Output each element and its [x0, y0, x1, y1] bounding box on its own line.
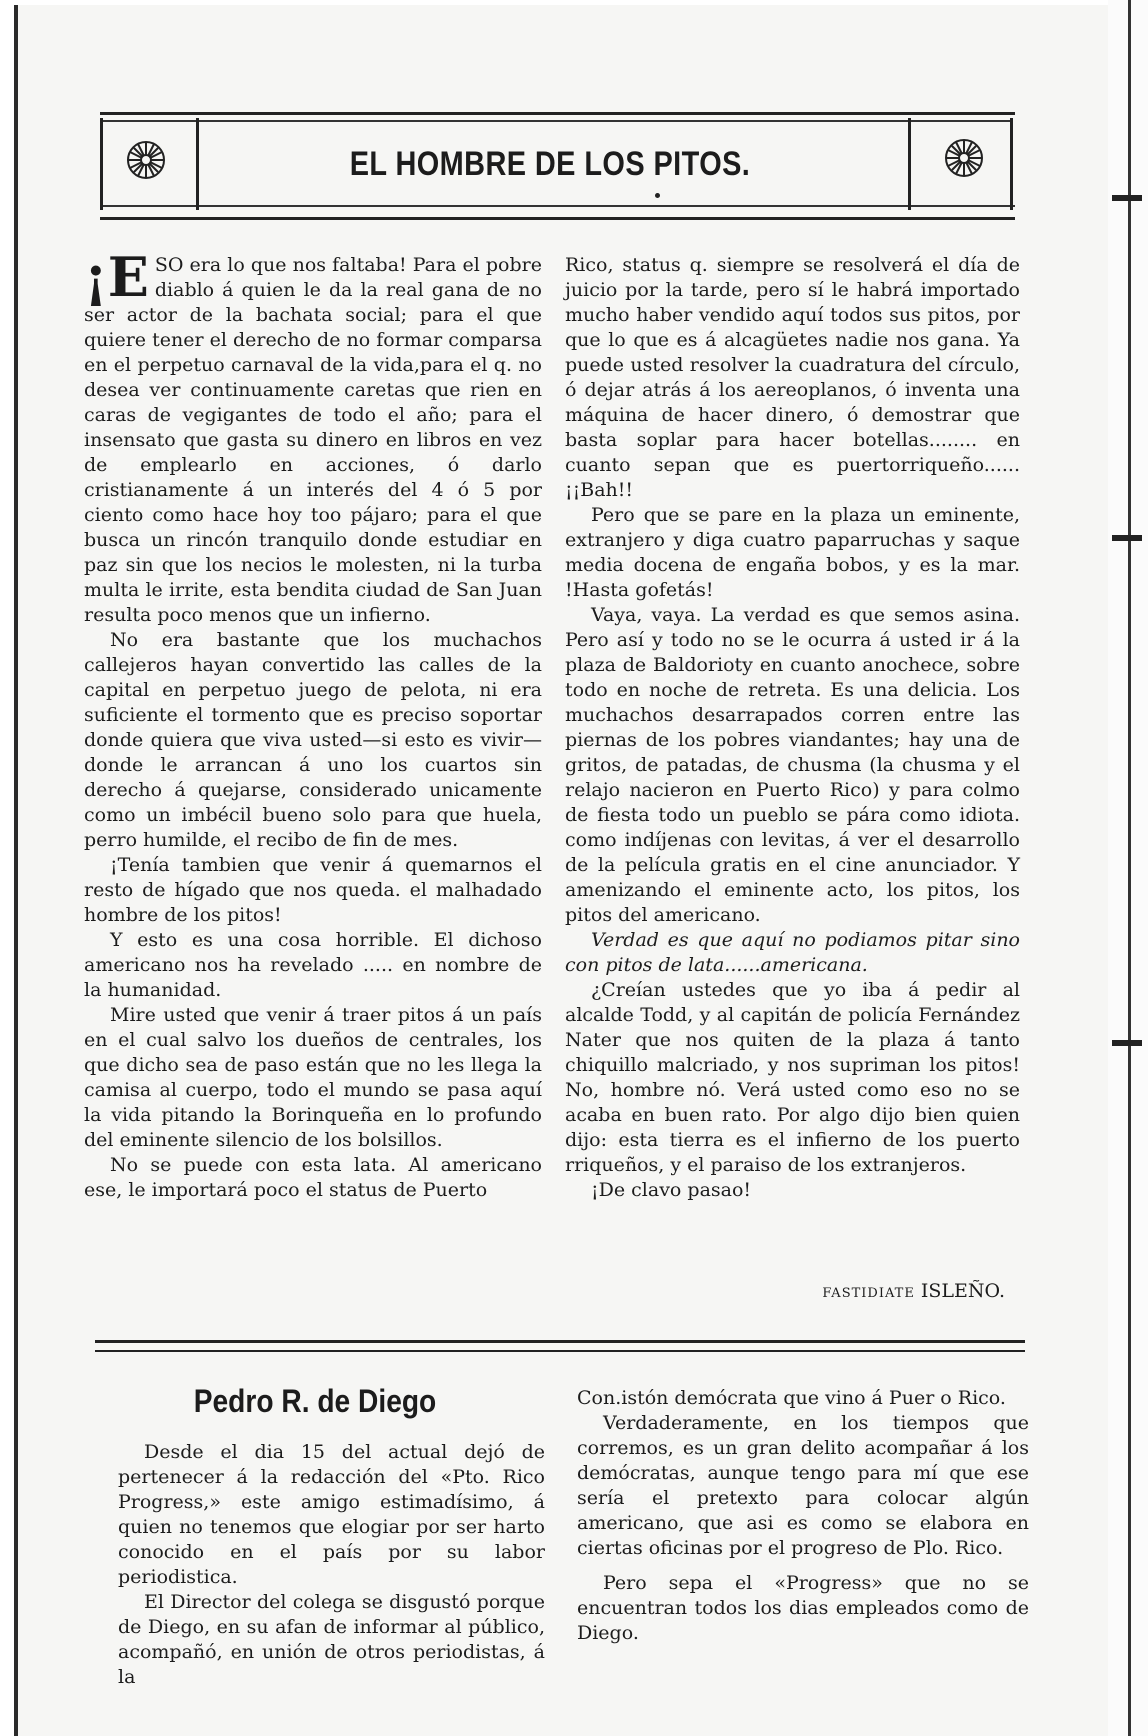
paragraph: No se puede con esta lata. Al americano ese, le importará poco el status de Puerto: [84, 1154, 542, 1201]
paragraph: ¡De clavo pasao!: [591, 1179, 752, 1201]
header-rule: [100, 120, 1010, 122]
paragraph: Desde el dia 15 del actual dejó de pertenecer á la redacción del «Pto. Rico Progress,» este amigo estimadísimo, á quien no tenemos que elogiar por ser harto conocido en el país por su labor periodistica.: [118, 1441, 545, 1588]
paragraph: Pero sepa el «Progress» que no se encuentran todos los dias empleados como de Diego.: [577, 1572, 1029, 1644]
header-divider: [100, 118, 103, 210]
paragraph: SO era lo que nos faltaba! Para el pobre diablo á quien le da la real gana de no ser actor de la bachata social; para el que quiere tener el derecho de no formar comparsa en el perpetuo carnaval de la vida,para el q. no desea ver continuamente caretas que rien en caras de vegigantes de todo el año; para el insensato que gasta su dinero en libros en vez de emplearlo en acciones, ó darlo cristianamente á un interés del 4 ó 5 por ciento como hace hoy too pájaro; para el que busca un rincón tranquilo donde estudiar en paz sin que los necios le molesten, ni la turba multa le irrite, esta bendita ciudad de San Juan resulta poco menos que un infierno.: [84, 254, 542, 626]
paragraph: ¡Tenía tambien que venir á quemarnos el resto de hígado que nos queda. el malhadado hombre de los pitos!: [84, 854, 542, 926]
paragraph: Verdad es que aquí no podiamos pitar sino con pitos de lata......americana.: [565, 929, 1020, 976]
paragraph: No era bastante que los muchachos callejeros hayan convertido las calles de la capital en perpetuo juego de pelota, ni era suficiente el tormento que es preciso soportar donde quiera que viva usted—si esto es vivir—donde le arrancan á uno los cuartos sin derecho á quejarse, considerado unicamente como un imbécil bueno solo para que huela, perro humilde, el recibo de fin de mes.: [84, 629, 542, 851]
drop-initial: ¡E: [84, 245, 149, 309]
article-right-column: [565, 253, 1020, 1203]
article-left-column: [118, 1440, 545, 1690]
article-left-column: [84, 245, 542, 1203]
edge-mark: [1112, 535, 1142, 541]
paragraph: ¿Creían ustedes que yo iba á pedir al alcalde Todd, y al capitán de policía Fernández Nater que nos quiten de la plaza á tanto chiquillo malcriado, y nos supriman los pitos! No, hombre nó. Verá usted como eso no se acaba en buen rato. Por algo dijo bien quien dijo: esta tierra es el infierno de los puerto rriqueños, y el paraiso de los extranjeros.: [565, 979, 1020, 1176]
header-divider: [908, 118, 911, 210]
rosette-ornament-icon: [126, 140, 166, 180]
header-divider: [196, 118, 199, 210]
paragraph: Verdaderamente, en los tiempos que corremos, es un gran delito acompañar á los demócratas, aunque tengo para mí que ese sería el pretexto para colocar algún americano, que asi es como se elabora en ciertas oficinas por el progreso de Plo. Rico.: [577, 1412, 1029, 1559]
header-divider: [1010, 118, 1013, 210]
section-rule: [95, 1350, 1025, 1352]
paragraph: Pero que se pare en la plaza un eminente, extranjero y diga cuatro paparruchas y saque media docena de engaña bobos, y es la mar. !Hasta gofetás!: [565, 504, 1020, 601]
article-title: EL HOMBRE DE LOS PITOS.: [349, 145, 751, 183]
paragraph: Y esto es una cosa horrible. El dichoso americano nos ha revelado ..... en nombre de la humanidad.: [84, 929, 542, 1001]
header-rule: [100, 205, 1015, 207]
paragraph: El Director del colega se disgustó porque de Diego, en su afan de informar al público, acompañó, en unión de otros periodistas, á la: [118, 1591, 545, 1688]
edge-mark: [1112, 195, 1142, 201]
paragraph: Con.istón demócrata que vino á Puer o Rico.: [577, 1387, 1006, 1409]
rosette-ornament-icon: [944, 138, 984, 178]
signature: [795, 1280, 1005, 1302]
page-top-edge: [14, 0, 1124, 5]
signature-name: ISLEÑO.: [920, 1280, 1005, 1302]
title-ornament-dot: [655, 193, 660, 198]
paragraph: Mire usted que venir á traer pitos á un país en el cual salvo los dueños de centrales, los que dicho sea de paso están que no les llega la camisa al cuerpo, todo el mundo se pasa aquí la vida pitando la Borinqueña en lo profundo del eminente silencio de los bolsillos.: [84, 1004, 542, 1151]
signature-prefix: FASTIDIATE: [822, 1286, 915, 1301]
paragraph: Vaya, vaya. La verdad es que semos asina. Pero así y todo no se le ocurra á usted ir á la plaza de Baldorioty en cuanto anochece, sobre todo en noche de retreta. Es una delicia. Los muchachos desarrapados corren entre las piernas de los pobres viandantes; hay una de gritos, de patadas, de chusma (la chusma y el relajo nacieron en Puerto Rico) y para colmo de fiesta todo un pueblo se pára como idiota. como indíjenas con levitas, á ver el desarrollo de la película gratis en el cine anunciador. Y amenizando el eminente acto, los pitos, los pitos del americano.: [565, 604, 1020, 926]
section-rule: [95, 1340, 1025, 1343]
article-right-column: [577, 1386, 1029, 1646]
page-right-edge: [1128, 0, 1131, 1736]
paragraph: Rico, status q. siempre se resolverá el día de juicio por la tarde, pero sí le habrá importado mucho haber vendido aquí todos sus pitos, por que lo que es á alcagüetes nadie nos gana. Ya puede usted resolver la cuadratura del círculo, ó dejar atrás á los aereoplanos, ó inventa una máquina de hacer dinero, ó demostrar que basta soplar para hacer botellas........ en cuanto sepan que es puertorriqueño...... ¡¡Bah!!: [565, 254, 1020, 501]
edge-mark: [1112, 1040, 1142, 1046]
article-title: Pedro R. de Diego: [193, 1383, 437, 1419]
